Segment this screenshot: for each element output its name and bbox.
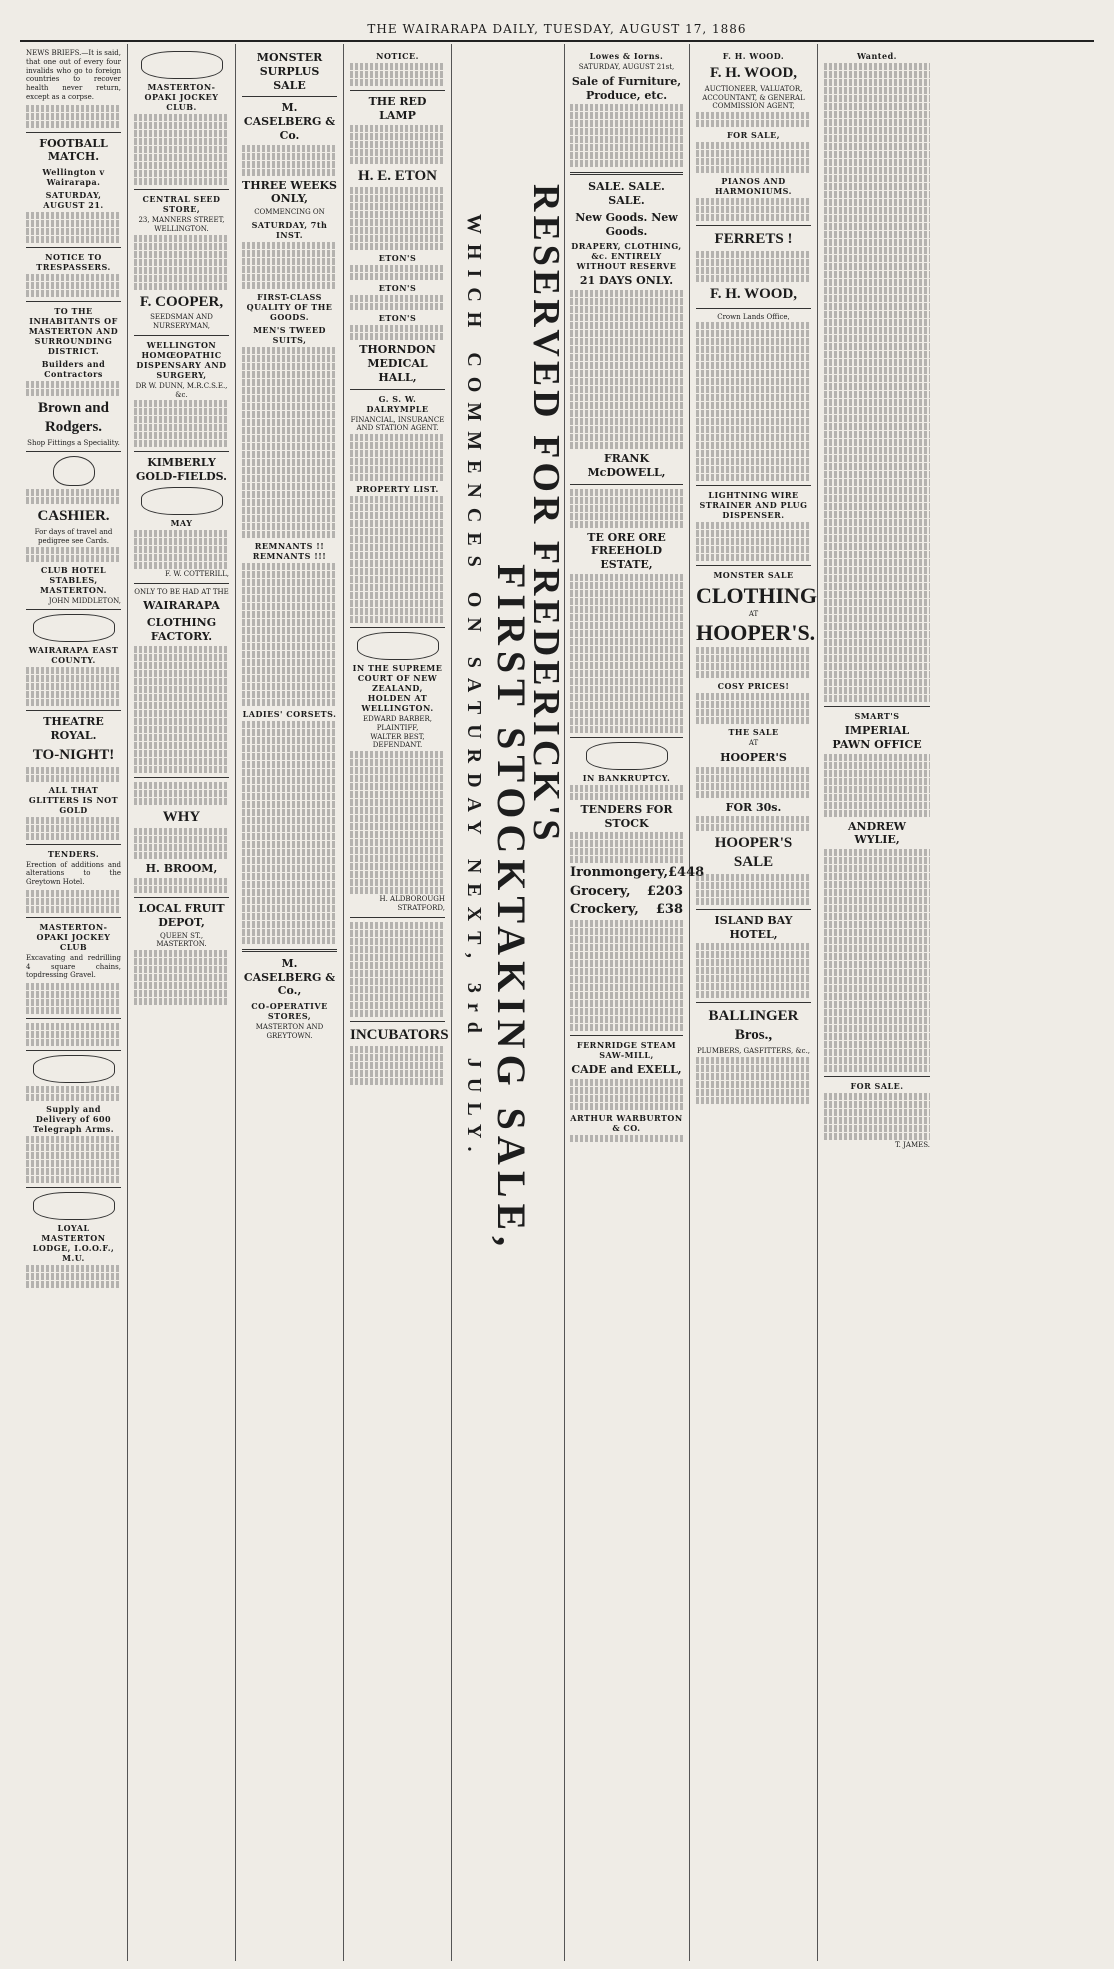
lightning-wire: LIGHTNING WIRE STRAINER AND PLUG DISPENSER. bbox=[699, 490, 808, 521]
crockery-value: £38 bbox=[655, 901, 683, 917]
frank-mcdowell: FRANK McDOWELL, bbox=[587, 452, 666, 479]
commencing: COMMENCING ON bbox=[254, 208, 325, 216]
monster-sale: MONSTER SALE bbox=[713, 570, 794, 581]
imperial-pawn: IMPERIAL PAWN OFFICE bbox=[832, 724, 922, 751]
eton-name: H. E. ETON bbox=[358, 167, 437, 184]
central-seed-store: CENTRAL SEED STORE, bbox=[142, 194, 221, 214]
cade-exell: CADE and EXELL, bbox=[571, 1063, 682, 1076]
grocery-value: £203 bbox=[646, 883, 683, 899]
shop-fittings: Shop Fittings a Speciality. bbox=[27, 438, 120, 447]
ironmongery-label: Ironmongery, bbox=[570, 865, 668, 881]
queen-st: QUEEN ST., MASTERTON. bbox=[156, 931, 207, 949]
fh-wood-name: F. H. WOOD, bbox=[709, 65, 798, 81]
sale-sale-sale: SALE. SALE. SALE. bbox=[588, 180, 665, 207]
ferrets: FERRETS ! bbox=[714, 231, 793, 247]
jockey-crest-icon bbox=[141, 51, 223, 79]
lodge-title: LOYAL MASTERTON LODGE, I.O.O.F., M.U. bbox=[32, 1223, 115, 1263]
erection: Erection of additions and alterations to the Greytown Hotel. bbox=[26, 860, 121, 886]
wairarapa-label: WAIRARAPA bbox=[143, 599, 220, 613]
ship-engraving-icon bbox=[141, 487, 223, 515]
fh-wood-2: F. H. WOOD, bbox=[709, 285, 798, 302]
royal-arms-icon bbox=[357, 632, 439, 660]
remnants: REMNANTS !! REMNANTS !!! bbox=[252, 540, 327, 561]
defendant: WALTER BEST, DEFENDANT. bbox=[370, 732, 425, 750]
rotated-banner bbox=[452, 44, 565, 1961]
horse-engraving-icon bbox=[53, 456, 95, 486]
caselberg-name: M. CASELBERG & Co. bbox=[243, 101, 336, 142]
for-sale: FOR SALE, bbox=[726, 130, 781, 140]
first-class: FIRST-CLASS QUALITY OF THE GOODS. bbox=[246, 291, 333, 322]
masthead-title: THE WAIRARAPA DAILY, TUESDAY, AUGUST 17, 1886 bbox=[367, 22, 747, 36]
lowes-iorns: Lowes & Iorns. bbox=[589, 51, 664, 61]
t-james: T. JAMES. bbox=[895, 1141, 930, 1149]
three-weeks: THREE WEEKS ONLY, bbox=[242, 178, 337, 206]
builders-subtitle: Builders and Contractors bbox=[41, 359, 106, 379]
plumbers: PLUMBERS, GASFITTERS, &c., bbox=[696, 1046, 811, 1055]
clothing-big: CLOTHING bbox=[696, 583, 818, 609]
glitters: ALL THAT GLITTERS IS NOT GOLD bbox=[28, 784, 119, 815]
thorndon-hall: THORNDON MEDICAL HALL, bbox=[359, 343, 436, 384]
homeopathic-doctor: DR W. DUNN, M.R.C.S.E., &c. bbox=[135, 381, 228, 399]
theatre-royal: THEATRE ROYAL. bbox=[43, 715, 104, 742]
financial-agent: FINANCIAL, INSURANCE AND STATION AGENT. bbox=[350, 415, 445, 433]
fh-wood-header: F. H. WOOD. bbox=[722, 51, 785, 61]
lodge-emblem-icon bbox=[33, 1192, 115, 1220]
notice-title: NOTICE. bbox=[376, 51, 419, 61]
rotated-line-2: FIRST STOCKTAKING SALE, bbox=[489, 564, 534, 1253]
island-bay: ISLAND BAY HOTEL, bbox=[714, 913, 793, 941]
tonight: TO-NIGHT! bbox=[32, 746, 115, 763]
plaintiff: EDWARD BARBER, PLAINTIFF, bbox=[363, 715, 432, 732]
column-7 bbox=[818, 44, 936, 1961]
tenders-title: TENDERS. bbox=[47, 848, 100, 859]
te-ore-ore: TE ORE ORE FREEHOLD ESTATE, bbox=[587, 530, 666, 571]
masterton-greytown: MASTERTON AND GREYTOWN. bbox=[255, 1023, 324, 1040]
rotated-line-3: RESERVED FOR FREDERICK'S bbox=[525, 184, 567, 845]
fernridge: FERNRIDGE STEAM SAW-MILL, bbox=[576, 1040, 677, 1060]
property-list: PROPERTY LIST. bbox=[356, 484, 439, 494]
ironmongery-value: £448 bbox=[667, 865, 705, 881]
why-heading: WHY bbox=[162, 808, 201, 825]
smarts: SMART'S bbox=[854, 711, 900, 721]
broom-name: H. BROOM, bbox=[145, 862, 218, 876]
caselberg-footer: M. CASELBERG & Co., bbox=[243, 956, 336, 998]
etons-3: ETON'S bbox=[378, 313, 417, 324]
in-bankruptcy: IN BANKRUPTCY. bbox=[582, 772, 671, 783]
central-address: 23, MANNERS STREET, WELLINGTON. bbox=[138, 216, 225, 233]
cooper-name: F. COOPER, bbox=[139, 293, 224, 310]
cashier-line: For days of travel and pedigree see Cards. bbox=[34, 528, 113, 545]
for-sale-7: FOR SALE. bbox=[850, 1081, 904, 1091]
for-30s: FOR 30s. bbox=[725, 800, 782, 814]
at-label: AT bbox=[748, 609, 759, 618]
east-county: WAIRARAPA EAST COUNTY. bbox=[28, 645, 119, 666]
local-fruit-depot: LOCAL FRUIT DEPOT, bbox=[138, 902, 225, 929]
at-label-2: AT bbox=[748, 739, 759, 747]
etons-1: ETON'S bbox=[378, 253, 417, 264]
only-to-be-had: ONLY TO BE HAD AT THE bbox=[134, 587, 229, 596]
brown-rodgers: Brown and Rodgers. bbox=[37, 400, 109, 435]
news-brief: NEWS BRIEFS.—It is said, that one out of every four invalids who go to foreign countries to recover health never return, except as a corpse. bbox=[26, 49, 121, 101]
crest-icon bbox=[33, 1055, 115, 1083]
excavating: Excavating and redrilling 4 square chains, topdressing Gravel. bbox=[26, 953, 121, 980]
owner-name: JOHN MIDDLETON, bbox=[48, 596, 121, 605]
hoopers-big: HOOPER'S. bbox=[696, 619, 816, 645]
price-row-ironmongery bbox=[570, 865, 705, 881]
mens-suits: MEN'S TWEED SUITS, bbox=[253, 324, 326, 345]
may-line: MAY bbox=[170, 517, 193, 528]
cooper-sub: SEEDSMAN AND NURSERYMAN, bbox=[150, 313, 213, 330]
tenders-stock: TENDERS FOR STOCK bbox=[580, 802, 673, 830]
kimberly-title: KIMBERLY GOLD-FIELDS. bbox=[135, 456, 227, 483]
football-title: FOOTBALL MATCH. bbox=[39, 136, 108, 164]
monster-surplus: MONSTER SURPLUS SALE bbox=[256, 51, 323, 92]
red-lamp: THE RED LAMP bbox=[368, 95, 427, 122]
rotated-line-1: WHICH COMMENCES ON SATURDAY NEXT, 3rd JULY. bbox=[463, 214, 485, 1162]
hoopers-sale: HOOPER'S SALE bbox=[714, 835, 793, 870]
football-date: SATURDAY, AUGUST 21. bbox=[43, 190, 104, 210]
incubators: INCUBATORS bbox=[350, 1026, 449, 1043]
price-row-grocery bbox=[570, 884, 683, 900]
drapery: DRAPERY, CLOTHING, &c. ENTIRELY WITHOUT RESERVE bbox=[571, 241, 682, 272]
pianos: PIANOS AND HARMONIUMS. bbox=[715, 176, 792, 196]
cotterill: F. W. COTTERILL, bbox=[165, 569, 229, 578]
clothing-factory: CLOTHING FACTORY. bbox=[146, 616, 217, 643]
crown-lands: Crown Lands Office, bbox=[717, 312, 790, 321]
cosy-prices: COSY PRICES! bbox=[717, 681, 790, 691]
sale-date: SATURDAY, 7th INST. bbox=[251, 219, 328, 240]
column-3 bbox=[236, 44, 344, 1961]
coop-stores: CO-OPERATIVE STORES, bbox=[251, 1001, 328, 1021]
column-1 bbox=[20, 44, 128, 1961]
saturday: SATURDAY, AUGUST 21st, bbox=[578, 63, 675, 71]
column-2 bbox=[128, 44, 236, 1961]
arthur-warburton: ARTHUR WARBURTON & CO. bbox=[570, 1112, 683, 1133]
column-5 bbox=[564, 44, 705, 1961]
dalrymple: G. S. W. DALRYMPLE bbox=[366, 393, 429, 414]
football-subtitle: Wellington v Wairarapa. bbox=[42, 167, 105, 187]
andrew-wylie: ANDREW WYLIE, bbox=[847, 819, 906, 847]
jockey-club: MASTERTON-OPAKI JOCKEY CLUB bbox=[36, 921, 111, 952]
cashier-title: CASHIER. bbox=[37, 508, 110, 525]
coat-of-arms-icon bbox=[33, 614, 115, 642]
stratford: H. ALDBOROUGH STRATFORD, bbox=[379, 895, 445, 912]
column-4 bbox=[344, 44, 452, 1961]
homeopathic-title: WELLINGTON HOMŒOPATHIC DISPENSARY AND SURGERY, bbox=[136, 339, 227, 380]
telegraph-arms: Supply and Delivery of 600 Telegraph Arms. bbox=[32, 1104, 115, 1134]
bankruptcy-arms-icon bbox=[586, 742, 668, 770]
21-days: 21 DAYS ONLY. bbox=[579, 274, 674, 288]
hoopers-2: HOOPER'S bbox=[720, 750, 787, 764]
column-6 bbox=[690, 44, 818, 1961]
the-sale: THE SALE bbox=[728, 727, 779, 737]
inhabitants-title: TO THE INHABITANTS OF MASTERTON AND SURROUNDING DISTRICT. bbox=[28, 306, 119, 356]
sale-furniture: Sale of Furniture, Produce, etc. bbox=[571, 74, 682, 102]
ladies-corsets: LADIES' CORSETS. bbox=[242, 708, 337, 719]
fh-wood-sub: AUCTIONEER, VALUATOR, ACCOUNTANT, & GENERAL COMMISSION AGENT, bbox=[702, 84, 805, 111]
club-hotel: CLUB HOTEL STABLES, MASTERTON. bbox=[40, 564, 107, 595]
new-goods: New Goods. New Goods. bbox=[575, 210, 678, 238]
trespass-title: NOTICE TO TRESPASSERS. bbox=[36, 252, 111, 272]
masthead bbox=[20, 10, 1094, 42]
supreme-court: IN THE SUPREME COURT OF NEW ZEALAND, HOLDEN AT WELLINGTON. bbox=[352, 663, 443, 713]
wanted-header: Wanted. bbox=[857, 51, 897, 61]
price-row-crockery bbox=[570, 902, 683, 918]
jockey-club-title: MASTERTON-OPAKI JOCKEY CLUB. bbox=[144, 82, 219, 112]
ballinger: BALLINGER Bros., bbox=[708, 1008, 799, 1043]
crockery-label: Crockery, bbox=[570, 901, 639, 917]
grocery-label: Grocery, bbox=[570, 883, 631, 899]
etons-2: ETON'S bbox=[378, 283, 417, 294]
